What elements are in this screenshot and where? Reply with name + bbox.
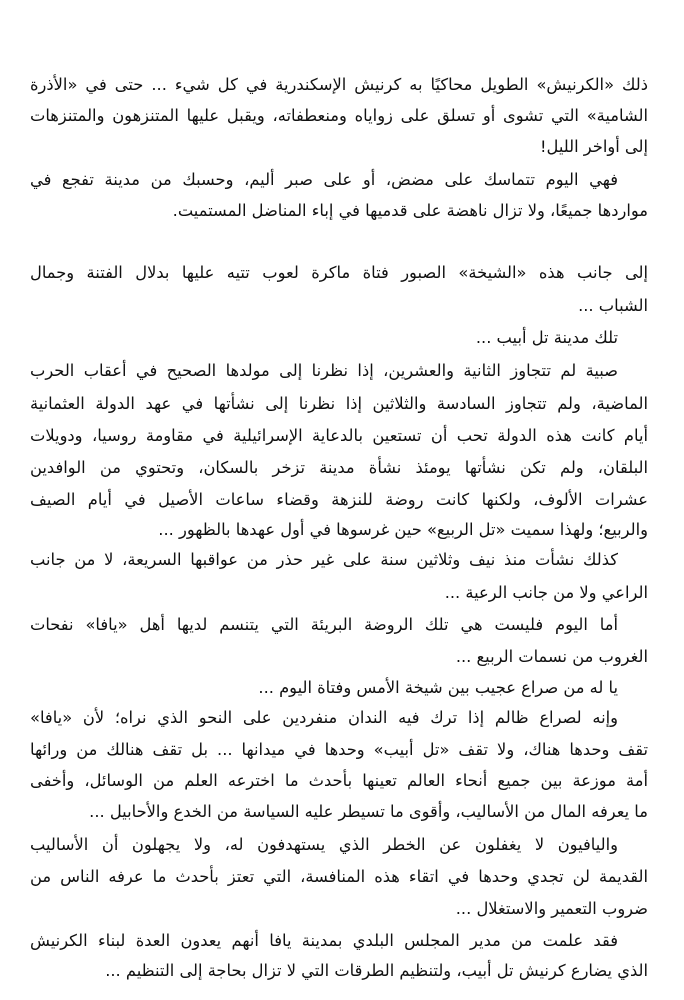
text-line: البلقان، ولم تكن نشأتها يومئذ نشأة مدينة تزخر بالسكان، وتحتوي من الوافدين [30, 458, 648, 477]
text-line: فهي اليوم تتماسك على مضض، أو على صبر أليم، وحسبك من مدينة تفجع في [30, 170, 618, 189]
text-line: إلى أواخر الليل! [539, 137, 648, 156]
text-line: واليافيون لا يغفلون عن الخطر الذي يستهدفون له، ولا يجهلون أن الأساليب [30, 835, 618, 854]
text-line: أيام كانت هذه الدولة تحب أن تستعين بالدعاية الإسرائيلية في مقاومة روسيا، ودويلات [30, 426, 648, 445]
text-line: الذي يضارع كرنيش تل أبيب، ولتنظيم الطرقات التي لا تزال بحاجة إلى التنظيم ... [105, 961, 648, 980]
text-line: صبية لم تتجاوز الثانية والعشرين، إذا نظرنا إلى مولدها الصحيح في أعقاب الحرب [30, 361, 618, 380]
text-line: أما اليوم فليست هي تلك الروضة البريئة التي يتنسم لديها أهل «يافا» نفحات [30, 615, 618, 634]
text-line: إلى جانب هذه «الشيخة» الصبور فتاة ماكرة لعوب تتيه عليها بدلال الفتنة وجمال [30, 263, 648, 282]
text-line: فقد علمت من مدير المجلس البلدي بمدينة يافا أنهم يعدون العدة لبناء الكرنيش [30, 931, 618, 950]
text-line: الماضية، ولم تتجاوز السادسة والثلاثين إذا نظرنا إلى نشأتها في عهد الدولة العثمانية [30, 394, 648, 413]
text-line: ضروب التعمير والاستغلال ... [455, 899, 648, 918]
text-line: الشامية» التي تشوى أو تسلق على زواياه ومنعطفاته، ويقبل عليها المتنزهون والمتنزهات [30, 106, 648, 125]
text-line: القديمة لن تجدي وحدها في اتقاء هذه المنافسة، التي تعتز بأحدث ما عرفه الناس من [30, 867, 648, 886]
text-line: تلك مدينة تل أبيب ... [475, 328, 618, 347]
text-line: الراعي ولا من جانب الرعية ... [444, 583, 648, 602]
text-line: الغروب من نسمات الربيع ... [455, 647, 648, 666]
text-line: والربيع؛ ولهذا سميت «تل الربيع» حين غرسوها في أول عهدها بالظهور ... [158, 520, 648, 539]
text-line: الشباب ... [578, 296, 648, 315]
text-line: ذلك «الكرنيش» الطويل محاكيًا به كرنيش الإسكندرية في كل شيء ... حتى في «الأذرة [30, 75, 648, 94]
text-line: وإنه لصراع ظالم إذا ترك فيه الندان منفردين على النحو الذي نراه؛ لأن «يافا» [30, 708, 618, 727]
text-line: تقف وحدها هناك، ولا تقف «تل أبيب» وحدها في ميدانها ... بل تقف هنالك من ورائها [30, 740, 648, 759]
text-line: يا له من صراع عجيب بين شيخة الأمس وفتاة اليوم ... [258, 678, 618, 697]
text-line: عشرات الألوف، ولكنها كانت روضة للنزهة وقضاء ساعات الأصيل في أيام الصيف [30, 490, 648, 509]
text-line: كذلك نشأت منذ نيف وثلاثين سنة على غير حذر من عواقبها السريعة، لا من جانب [30, 550, 618, 569]
text-line: أمة موزعة بين جميع أنحاء العالم تعينها بأحدث ما اخترعه العلم من الوسائل، وأخفى [30, 771, 648, 790]
text-line: ما يعرفه المال من الأساليب، وأقوى ما تسيطر عليه السياسة من الخدع والأحابيل ... [89, 802, 648, 821]
text-line: مواردها جميعًا، ولا تزال ناهضة على قدميها في إباء المناضل المستميت. [172, 201, 648, 220]
